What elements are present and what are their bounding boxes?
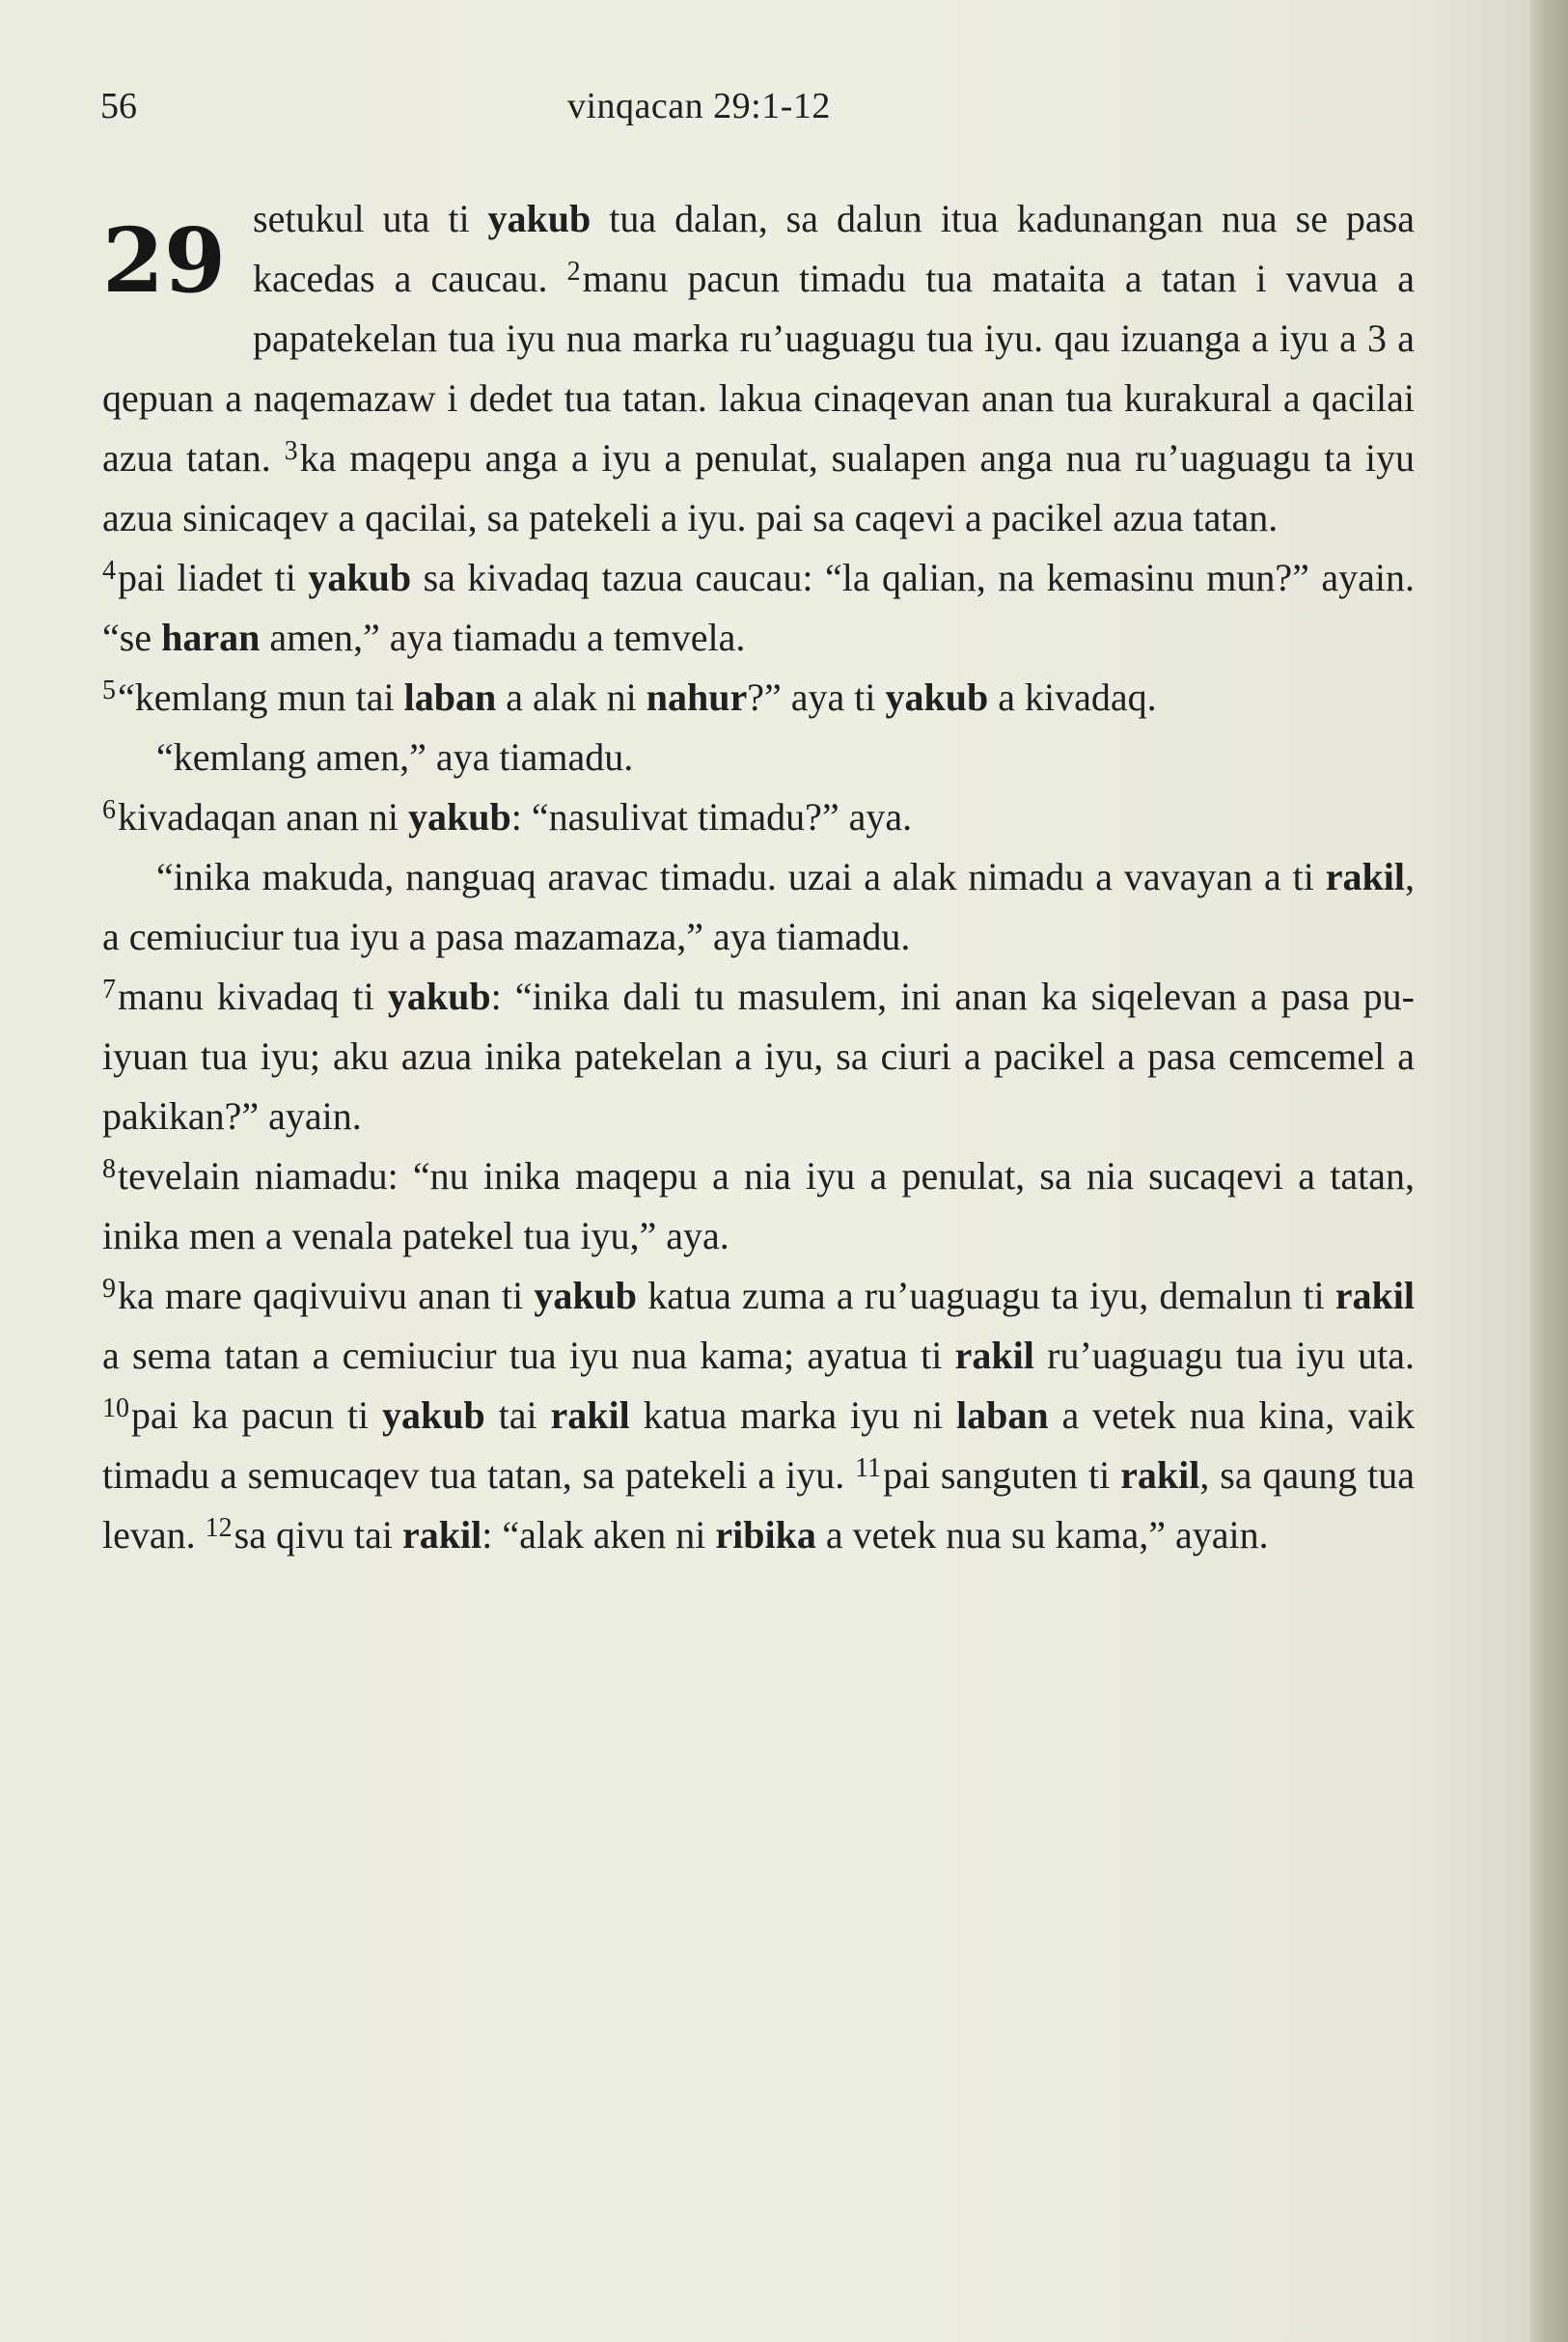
verse-text: “kemlang amen,” aya tiamadu. [156, 735, 634, 779]
page-number: 56 [100, 86, 137, 126]
paragraph [102, 728, 1415, 787]
paragraph [102, 1266, 1415, 1565]
verse-number: 11 [855, 1453, 882, 1483]
name-bold: rakil [550, 1393, 630, 1437]
verse-text: ka mare qaqivuivu anan ti [118, 1274, 535, 1317]
verse-text: kivadaqan anan ni [118, 795, 408, 839]
verse-text: , sa qaung tua levan. [102, 1453, 1415, 1557]
verse-text: “inika makuda, nanguaq aravac timadu. uzai a alak nimadu a vavayan a ti [156, 855, 1326, 898]
verse-number: 5 [102, 675, 116, 705]
name-bold: yakub [308, 556, 412, 599]
verse-text: a sema tatan a cemiuciur tua iyu nua kama; ayatua ti [102, 1334, 955, 1377]
page-edge [1530, 0, 1568, 2342]
verse-text: ru’uaguagu tua iyu uta. [1033, 1334, 1415, 1377]
verse-text: , a cemiuciur tua iyu a pasa mazamaza,” aya tiamadu. [102, 855, 1415, 958]
verse-text: ?” aya ti [747, 675, 886, 719]
paragraph [102, 787, 1415, 847]
verse-text: pai ka pacun ti [131, 1393, 382, 1437]
verse-text: ka maqepu anga a iyu a penulat, sualapen anga nua ru’uaguagu ta iyu azua sinicaqev a qacilai, sa patekeli a iyu. pai sa caqevi a pacikel azua tatan. [102, 436, 1416, 539]
verse-text: a kivadaq. [988, 675, 1157, 719]
chapter-text [102, 189, 1415, 1565]
verse-number: 6 [102, 795, 116, 825]
name-bold: nahur [646, 675, 748, 719]
verse-number: 9 [102, 1274, 116, 1304]
paragraph [102, 668, 1415, 728]
paragraph [102, 847, 1415, 967]
verse-text: manu kivadaq ti [118, 975, 388, 1018]
name-bold: rakil [402, 1513, 482, 1557]
verse-text: “kemlang mun tai [118, 675, 404, 719]
paragraph [102, 1146, 1415, 1266]
paragraph [102, 548, 1415, 668]
name-bold: rakil [1120, 1453, 1200, 1497]
name-bold: yakub [534, 1274, 638, 1317]
verse-text: katua marka iyu ni [629, 1393, 957, 1437]
page-header [100, 85, 1413, 143]
verse-text: : “nasulivat timadu?” aya. [510, 795, 913, 839]
name-bold: yakub [387, 975, 491, 1018]
name-bold: rakil [954, 1334, 1034, 1377]
name-bold: haran [161, 616, 261, 659]
chapter-number: 29 [102, 208, 227, 313]
name-bold: yakub [381, 1393, 485, 1437]
paragraph [102, 967, 1415, 1146]
verse-text: pai liadet ti [118, 556, 309, 599]
verse-text: a vetek nua su kama,” ayain. [815, 1513, 1269, 1557]
verse-text: sa qivu tai [234, 1513, 403, 1557]
name-bold: laban [403, 675, 497, 719]
verse-text: manu pacun timadu tua mataita a tatan i vavua a papatekelan tua iyu nua marka ru’uaguagu tua iyu. qau izuanga a iyu a 3 a qepuan a naqemazaw i dedet tua tatan. lakua cinaqevan anan tua kurakural a qacilai azua tatan. [102, 257, 1415, 480]
verse-text: : “inika dali tu masulem, ini anan ka siqelevan a pasa pu-iyuan tua iyu; aku azua inika patekelan a iyu, sa ciuri a pacikel a pasa cemcemel a pakikan?” ayain. [102, 975, 1416, 1138]
name-bold: rakil [1334, 1274, 1415, 1317]
verse-text: katua zuma a ru’uaguagu ta iyu, demalun ti [637, 1274, 1335, 1317]
verse-text: amen,” aya tiamadu a temvela. [260, 616, 746, 659]
verse-number: 10 [102, 1393, 129, 1423]
running-head: vinqacan 29:1-12 [567, 86, 831, 126]
verse-number: 8 [102, 1154, 116, 1184]
verse-text: pai sanguten ti [883, 1453, 1121, 1497]
verse-text: sa kivadaq tazua caucau: “la qalian, na kemasinu mun?” ayain. “se [102, 556, 1415, 659]
verse-text: a alak ni [496, 675, 646, 719]
verse-number: 3 [284, 436, 298, 466]
verse-number: 12 [205, 1513, 233, 1543]
verse-number: 2 [566, 257, 581, 287]
verse-text: tai [484, 1393, 551, 1437]
name-bold: laban [956, 1393, 1049, 1437]
name-bold: yakub [487, 197, 591, 240]
name-bold: yakub [408, 795, 511, 839]
verse-text: : “alak aken ni [481, 1513, 716, 1557]
verse-text: tevelain niamadu: “nu inika maqepu a nia iyu a penulat, sa nia sucaqevi a tatan, inika men a venala patekel tua iyu,” aya. [102, 1154, 1415, 1257]
verse-text: setukul uta ti [253, 197, 488, 240]
verse-text: a vetek nua kina, vaik timadu a semucaqev tua tatan, sa patekeli a iyu. [102, 1393, 1415, 1497]
name-bold: yakub [885, 675, 989, 719]
verse-number: 7 [102, 975, 116, 1005]
verse-text: tua dalan, sa dalun itua kadunangan nua se pasa kacedas a caucau. [253, 197, 1415, 300]
name-bold: rakil [1325, 855, 1405, 898]
paragraph [102, 189, 1415, 548]
name-bold: ribika [715, 1513, 816, 1557]
verse-number: 4 [102, 556, 116, 586]
